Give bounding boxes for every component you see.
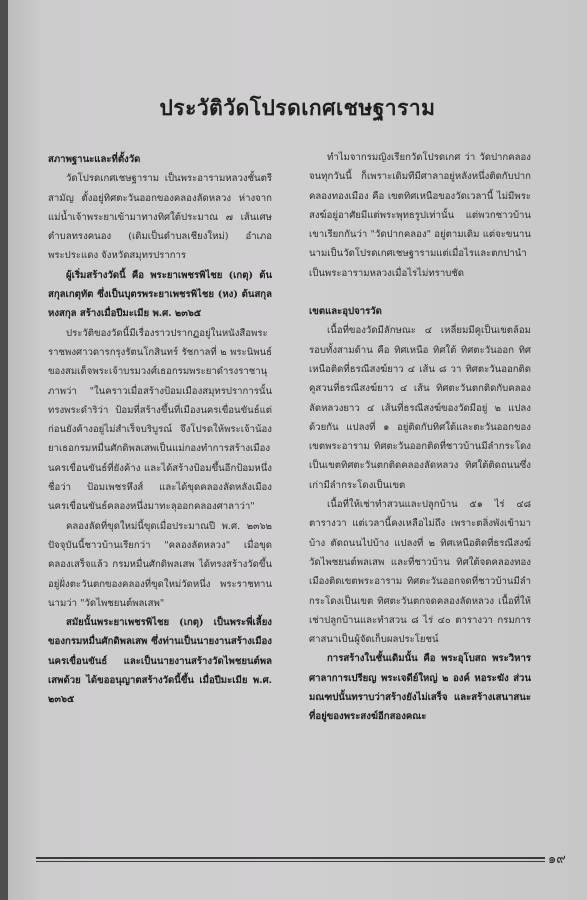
paragraph: การสร้างในชั้นเดิมนั้น คือ พระอุโบสถ พระวิหาร ศาลาการเปรียญ พระเจดีย์ใหญ่ ๒ องค์ หอระฆัง ส่วนมณฑปนั้นทราบว่าสร้างยังไม่เสร็จ และสร้างเสนาสนะที่อยู่ของพระสงฆ์อีกสองคณะ xyxy=(309,653,531,723)
left-column xyxy=(48,150,272,710)
book-page xyxy=(8,0,587,900)
footer-rule xyxy=(36,857,545,859)
section-heading: เขตและอุปจารวัด xyxy=(309,306,382,318)
paragraph: วัดโปรดเกศเชษฐาราม เป็นพระอารามหลวงชั้นตรีสามัญ ตั้งอยู่ทิศตะวันออกของคลองลัดหลวง ห่างจากแม่น้ำเจ้าพระยาเข้ามาทางทิศใต้ประมาณ ๗ เส้นเศษ ตำบลทรงคนอง (เดิมเป็นตำบลเชียงใหม่) อำเภอพระประแดง จังหวัดสมุทรปราการ xyxy=(48,173,272,262)
section-heading: สภาพฐานะและที่ตั้งวัด xyxy=(48,154,141,165)
paragraph: ผู้เริ่มสร้างวัดนี้ คือ พระยาเพชรพิไชย (เกตุ) ต้นสกุลเกตุทัต ซึ่งเป็นบุตรพระยาเพชรพิไชย (หง) ต้นสกุล หงสกุล สร้างเมื่อปีมะเมีย พ.ศ. ๒๓๖๕ xyxy=(48,269,272,320)
paragraph: เนื้อที่ให้เช่าทำสวนและปลูกบ้าน ๕๑ ไร่ ๔๘ ตารางวา แต่เวลานี้คงเหลือไม่ถึง เพราะตลิ่งพังเข้ามาบ้าง ตัดถนนไปบ้าง แปลงที่ ๒ ทิศเหนือติดที่ธรณีสงฆ์วัดไพชยนต์พลเสพ และที่ชาวบ้าน ทิศใต้จดคลองทองเมืองติดเขตพระอาราม ทิศตะวันออกจดที่ชาวบ้านมีลำกระโดงเป็นเขต ทิศตะวันตกจดคลองลัดหลวง เนื้อที่ให้เช่าปลูกบ้านและทำสวน ๘ ไร่ ๔๐ ตารางวา กรมการศาสนาเป็นผู้จัดเก็บผลประโยชน์ xyxy=(309,499,531,646)
page-number: ๑๙ xyxy=(548,852,566,867)
right-column xyxy=(309,148,531,727)
book-spine-edge xyxy=(0,0,8,900)
paragraph: คลองลัดที่ขุดใหม่นี้ขุดเมื่อประมาณปี พ.ศ. ๒๓๖๒ ปัจจุบันนี้ชาวบ้านเรียกว่า "คลองลัดหลวง" เมื่อขุดคลองเสร็จแล้ว กรมหมื่นศักดิพลเสพ ได้ทรงสร้างวัดขึ้นอยู่ฝั่งตะวันตกของคลองที่ขุดใหม่วัดหนึ่ง พระราชทานนามว่า "วัดไพชยนต์พลเสพ" xyxy=(48,520,272,609)
paragraph: ประวัติของวัดนี้มีเรื่องราวปรากฏอยู่ในหนังสือพระราชพงศาวดารกรุงรัตนโกสินทร์ รัชกาลที่ ๒ พระนิพนธ์ของสมเด็จพระเจ้าบรมวงศ์เธอกรมพระยาดำรงราชานุภาพว่า "ในคราวเมื่อสร้างป้อมเมืองสมุทรปราการนั้น ทรงพระดำริว่า ป้อมที่สร้างขึ้นที่เมืองนครเขื่อนขันธ์แต่ก่อนยังค้างอยู่ไม่สำเร็จบริบูรณ์ จึงโปรดให้พระเจ้าน้องยาเธอกรมหมื่นศักดิพลเสพเป็นแม่กองทำการสร้างเมืองนครเขื่อนขันธ์ที่ยังค้าง และได้สร้างป้อมขึ้นอีกป้อมหนึ่งชื่อว่า ป้อมเพชรหึงส์ และได้ขุดคลองลัดหลังเมืองนครเขื่อนขันธ์คลองหนึ่งมาทะลุออกคลองศาลาว่า" xyxy=(48,327,272,513)
page-title: ประวัติวัดโปรดเกศเชษฐาราม xyxy=(159,95,436,120)
footer-rule-thin xyxy=(36,861,545,862)
paragraph: ทำไมจากรมญิงเรียกวัดโปรดเกศ ว่า วัดปากคลองจนทุกวันนี้ ก็เพราะเดิมทีมีศาลาอยู่หลังหนึ่งติดกับปากคลองทองเมือง คือ เขตทิศเหนือของวัดเวลานี้ ไม่มีพระสงฆ์อยู่อาศัยมีแต่พระพุทธรูปเท่านั้น แต่พวกชาวบ้านเขาเรียกกันว่า "วัดปากคลอง" อยู่ตามเดิม แต่จะขนานนามเป็นวัดโปรดเกศเชษฐารามแต่เมื่อไรและตกปานำเป็นพระอารามหลวงเมื่อไรไม่ทราบชัด xyxy=(309,152,531,279)
paragraph: สมัยนั้นพระยาเพชรพิไชย (เกตุ) เป็นพระพี่เลี้ยงของกรมหมื่นศักดิพลเสพ ซึ่งท่านเป็นนายงานสร้างเมืองนครเขื่อนขันธ์ และเป็นนายงานสร้างวัดไพชยนต์พลเสพด้วย ได้ขออนุญาตสร้างวัดนี้ขึ้น เมื่อปีมะเมีย พ.ศ. ๒๓๖๕ xyxy=(48,617,272,706)
paragraph: เนื้อที่ของวัดมีลักษณะ ๔ เหลี่ยมมีคูเป็นเขตล้อมรอบทั้งสามด้าน คือ ทิศเหนือ ทิศใต้ ทิศตะวันออก ทิศเหนือติดที่ธรณีสงฆ์ยาว ๔ เส้น ๘ วา ทิศตะวันออกติดคูสวนที่ธรณีสงฆ์ยาว ๔ เส้น ทิศตะวันตกติดกับคลองลัดหลวงยาว ๔ เส้นที่ธรณีสงฆ์ของวัดมีอยู่ ๒ แปลงด้วยกัน แปลงที่ ๑ อยู่ติดกับทิศใต้และตะวันออกของเขตพระอาราม ทิศตะวันออกติดที่ชาวบ้านมีลำกระโดงเป็นเขตทิศตะวันตกติดคลองลัดหลวง ทิศใต้ติดถนนซึ่งเก่ามีลำกระโดงเป็นเขต xyxy=(309,325,531,491)
